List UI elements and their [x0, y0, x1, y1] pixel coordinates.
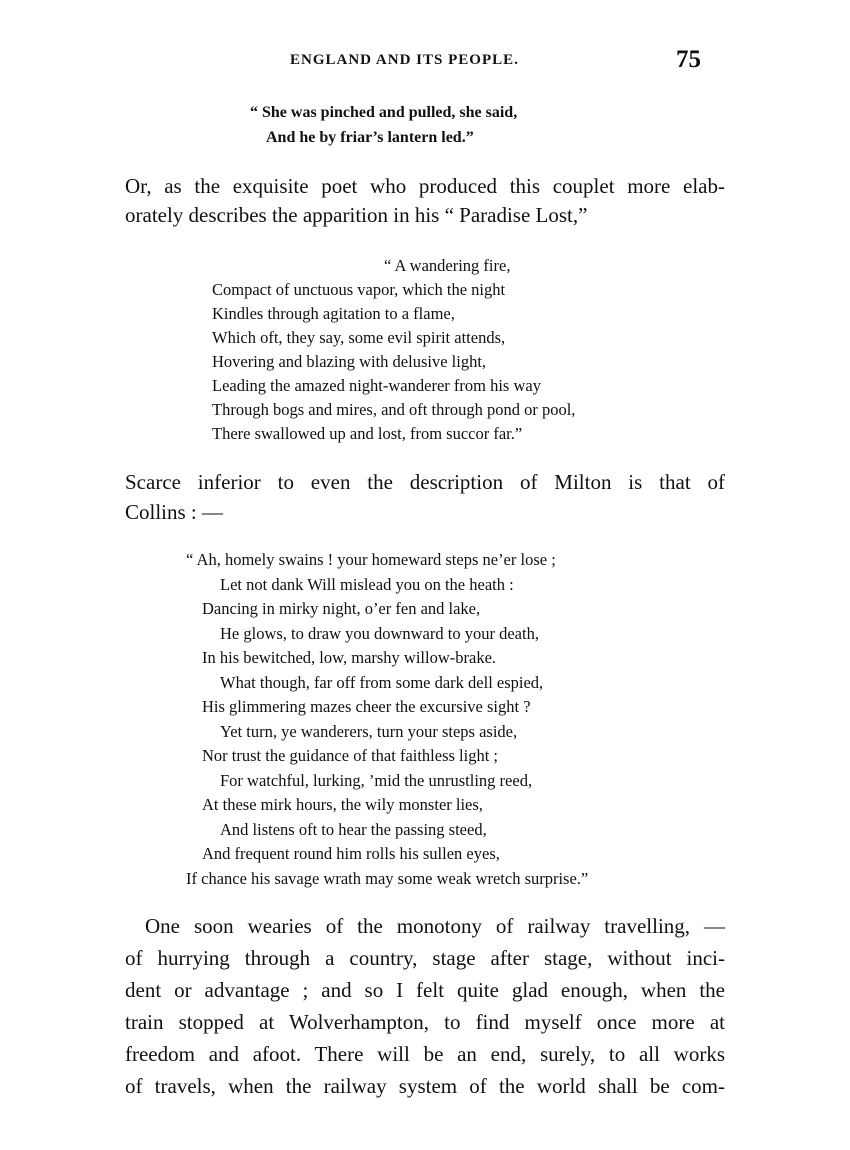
page-number: 75 [676, 46, 701, 73]
verse-line: Leading the amazed night-wanderer from his way [212, 376, 541, 395]
verse-line: His glimmering mazes cheer the excursive sight ? [202, 697, 531, 716]
verse-line: Kindles through agitation to a flame, [212, 304, 455, 323]
verse-line: “ A wandering fire, [384, 256, 511, 275]
text-line: of travels, when the railway system of the world shall be com- [125, 1074, 725, 1098]
verse-line: In his bewitched, low, marshy willow-brake. [202, 648, 497, 667]
text-line: Scarce inferior to even the description of Milton is that of [125, 470, 725, 494]
verse-line: Let not dank Will mislead you on the heath : [220, 574, 514, 594]
verse-line: Which oft, they say, some evil spirit attends, [212, 328, 506, 347]
verse-line: Nor trust the guidance of that faithless light ; [202, 746, 499, 765]
text-line: Collins : — [125, 500, 224, 524]
verse-line: He glows, to draw you downward to your death, [220, 623, 539, 643]
text-line: freedom and afoot. There will be an end, surely, to all works [125, 1042, 725, 1066]
text-line: Or, as the exquisite poet who produced this couplet more elab- [125, 174, 725, 198]
text-line: dent or advantage ; and so I felt quite glad enough, when the [125, 978, 725, 1002]
text-line: train stopped at Wolverhampton, to find myself once more at [125, 1010, 725, 1034]
text-line: of hurrying through a country, stage after stage, without inci- [125, 946, 725, 970]
text-line: One soon wearies of the monotony of railway travelling, — [145, 914, 725, 938]
running-head [0, 48, 850, 78]
verse-line: And frequent round him rolls his sullen eyes, [202, 844, 500, 863]
verse-line: What though, far off from some dark dell espied, [220, 672, 544, 692]
verse-line: And listens oft to hear the passing steed, [220, 819, 487, 839]
verse-line: Dancing in mirky night, o’er fen and lake, [202, 599, 481, 618]
verse-line: Hovering and blazing with delusive light, [212, 352, 487, 371]
verse-line: “ She was pinched and pulled, she said, [250, 104, 518, 121]
verse-line: Through bogs and mires, and oft through pond or pool, [212, 400, 576, 419]
verse-line: Yet turn, ye wanderers, turn your steps aside, [220, 721, 518, 741]
verse-line: And he by friar’s lantern led.” [266, 129, 474, 146]
verse-line: Compact of unctuous vapor, which the night [212, 280, 506, 299]
verse-line: If chance his savage wrath may some weak wretch surprise.” [186, 868, 589, 888]
verse-line: “ Ah, homely swains ! your homeward steps ne’er lose ; [186, 550, 556, 569]
verse-line: For watchful, lurking, ’mid the unrustling reed, [220, 770, 533, 790]
verse-line: At these mirk hours, the wily monster lies, [202, 795, 483, 814]
verse-line: There swallowed up and lost, from succor far.” [212, 424, 523, 443]
running-title: ENGLAND AND ITS PEOPLE. [290, 52, 519, 68]
text-line: orately describes the apparition in his “ Paradise Lost,” [125, 203, 588, 227]
